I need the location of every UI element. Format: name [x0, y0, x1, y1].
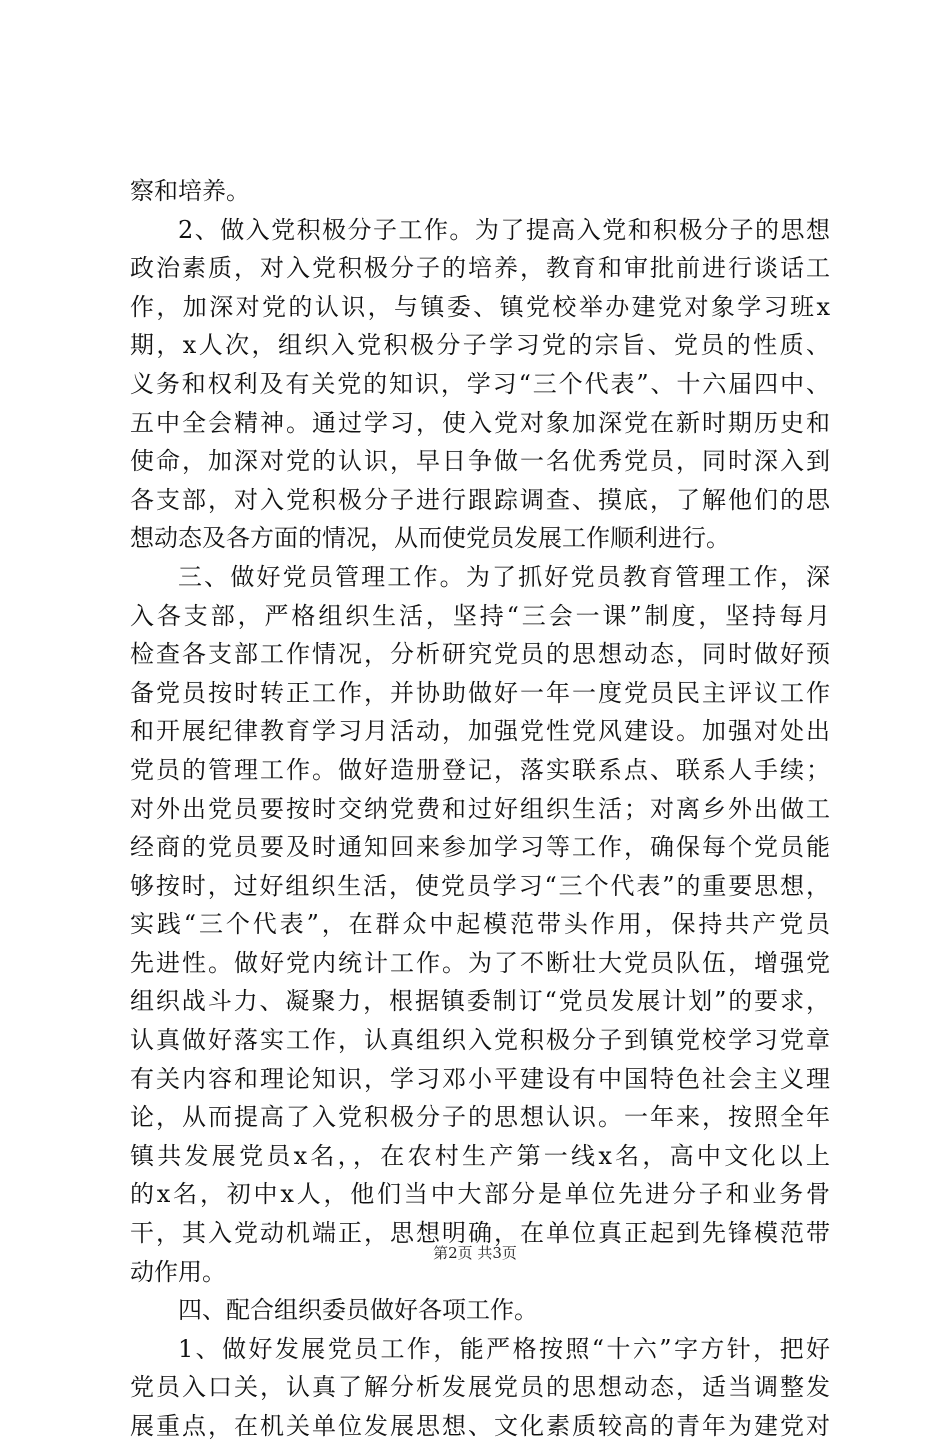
- text-line: 1、做好发展党员工作，能严格按照“十六”字方针，把好: [178, 1334, 830, 1363]
- text-line: 想动态及各方面的情况，从而使党员发展工作顺利进行。: [130, 524, 730, 553]
- text-line: 政治素质，对入党积极分子的培养，教育和审批前进行谈话工: [130, 254, 830, 283]
- text-line: 五中全会精神。通过学习，使入党对象加深党在新时期历史和: [130, 408, 830, 437]
- text-line: 有关内容和理论知识，学习邓小平建设有中国特色社会主义理: [130, 1064, 830, 1093]
- text-line: 使命，加深对党的认识，早日争做一名优秀党员，同时深入到: [130, 447, 830, 476]
- page-footer: 第2页 共3页: [433, 1244, 517, 1262]
- text-line: 和开展纪律教育学习月活动，加强党性党风建设。加强对处出: [130, 717, 830, 746]
- text-line: 动作用。: [130, 1257, 226, 1286]
- text-line: 镇共发展党员x名，，在农村生产第一线x名，高中文化以上: [130, 1141, 830, 1170]
- text-line: 认真做好落实工作，认真组织入党积极分子到镇党校学习党章: [130, 1026, 830, 1055]
- text-line: 实践“三个代表”，在群众中起模范带头作用，保持共产党员: [130, 910, 830, 939]
- text-line: 展重点，在机关单位发展思想、文化素质较高的青年为建党对: [130, 1412, 830, 1440]
- text-line: 组织战斗力、凝聚力，根据镇委制订“党员发展计划”的要求，: [130, 987, 830, 1016]
- text-line: 先进性。做好党内统计工作。为了不断壮大党员队伍，增强党: [130, 948, 830, 977]
- text-line: 四、配合组织委员做好各项工作。: [178, 1296, 538, 1325]
- text-line: 期，x人次，组织入党积极分子学习党的宗旨、党员的性质、: [130, 331, 830, 360]
- text-line: 干，其入党动机端正，思想明确，在单位真正起到先锋模范带: [130, 1219, 830, 1248]
- text-line: 义务和权利及有关党的知识，学习“三个代表”、十六届四中、: [130, 369, 830, 398]
- text-line: 察和培养。: [130, 177, 250, 205]
- text-line: 经商的党员要及时通知回来参加学习等工作，确保每个党员能: [130, 833, 830, 862]
- text-line: 三、做好党员管理工作。为了抓好党员教育管理工作，深: [178, 562, 830, 591]
- text-line: 党员入口关，认真了解分析发展党员的思想动态，适当调整发: [130, 1373, 830, 1402]
- text-line: 论，从而提高了入党积极分子的思想认识。一年来，按照全年: [130, 1103, 830, 1132]
- text-line: 检查各支部工作情况，分析研究党员的思想动态，同时做好预: [130, 640, 830, 669]
- text-line: 各支部，对入党积极分子进行跟踪调查、摸底，了解他们的思: [130, 485, 830, 514]
- text-line: 2、做入党积极分子工作。为了提高入党和积极分子的思想: [178, 215, 830, 244]
- text-line: 对外出党员要按时交纳党费和过好组织生活；对离乡外出做工: [130, 794, 830, 823]
- text-line: 作，加深对党的认识，与镇委、镇党校举办建党对象学习班x: [130, 292, 830, 321]
- text-line: 入各支部，严格组织生活，坚持“三会一课”制度，坚持每月: [130, 601, 830, 630]
- text-line: 够按时，过好组织生活，使党员学习“三个代表”的重要思想，: [130, 871, 830, 900]
- text-line: 党员的管理工作。做好造册登记，落实联系点、联系人手续；: [130, 755, 830, 784]
- text-line: 的x名，初中x人，他们当中大部分是单位先进分子和业务骨: [130, 1180, 830, 1209]
- text-line: 备党员按时转正工作，并协助做好一年一度党员民主评议工作: [130, 678, 830, 707]
